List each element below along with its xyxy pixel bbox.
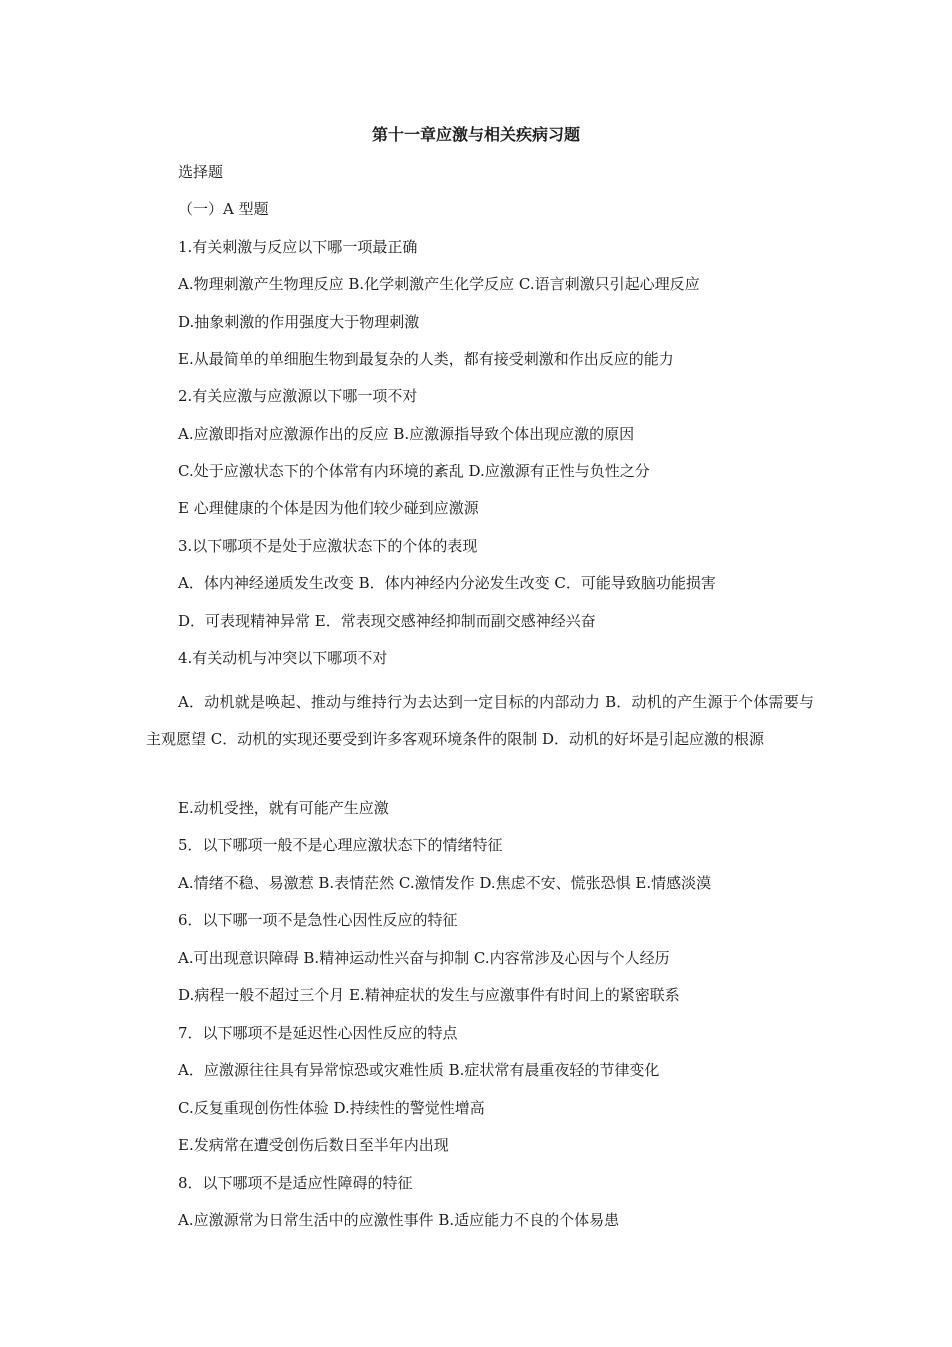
question-6-options-abc: A.可出现意识障碍 B.精神运动性兴奋与抑制 C.内容常涉及心因与个人经历 [178,949,670,967]
section-heading: 选择题 [178,163,224,181]
question-4: 4.有关动机与冲突以下哪项不对 [178,649,388,667]
question-1-options-abc: A.物理刺激产生物理反应 B.化学刺激产生化学反应 C.语言刺激只引起心理反应 [178,275,700,293]
question-2-option-e: E 心理健康的个体是因为他们较少碰到应激源 [178,499,479,517]
question-2-options-cd: C.处于应激状态下的个体常有内环境的紊乱 D.应激源有正性与负性之分 [178,462,650,480]
question-4-options-paragraph: A．动机就是唤起、推动与维持行为去达到一定目标的内部动力 B．动机的产生源于个体需要与主观愿望 C．动机的实现还要受到许多客观环境条件的限制 D．动机的好坏是引起应激的根源 [146,693,814,748]
question-7-options-ab: A．应激源往往具有异常惊恐或灾难性质 B.症状常有晨重夜轻的节律变化 [178,1061,660,1079]
question-1: 1.有关刺激与反应以下哪一项最正确 [178,238,418,256]
question-7: 7．以下哪项不是延迟性心因性反应的特点 [178,1024,458,1042]
question-2-options-ab: A.应激即指对应激源作出的反应 B.应激源指导致个体出现应激的原因 [178,425,635,443]
question-3-options-de: D．可表现精神异常 E．常表现交感神经抑制而副交感神经兴奋 [178,612,596,630]
question-5: 5．以下哪项一般不是心理应激状态下的情绪特征 [178,836,503,854]
question-2: 2.有关应激与应激源以下哪一项不对 [178,387,418,405]
question-1-option-d: D.抽象刺激的作用强度大于物理刺激 [178,313,420,331]
question-8: 8．以下哪项不是适应性障碍的特征 [178,1174,413,1192]
question-6: 6．以下哪一项不是急性心因性反应的特征 [178,911,458,929]
question-1-option-e: E.从最简单的单细胞生物到最复杂的人类，都有接受刺激和作出反应的能力 [178,350,674,368]
question-4-option-e: E.动机受挫，就有可能产生应激 [178,799,389,817]
question-5-options: A.情绪不稳、易激惹 B.表情茫然 C.激情发作 D.焦虑不安、慌张恐惧 E.情感淡漠 [178,874,712,892]
question-3-options-abc: A．体内神经递质发生改变 B．体内神经内分泌发生改变 C．可能导致脑功能损害 [178,574,716,592]
subsection-heading: （一）A 型题 [178,200,269,218]
question-8-options-ab: A.应激源常为日常生活中的应激性事件 B.适应能力不良的个体易患 [178,1211,620,1229]
page-title: 第十一章应激与相关疾病习题 [371,125,580,144]
question-3: 3.以下哪项不是处于应激状态下的个体的表现 [178,537,478,555]
question-7-option-e: E.发病常在遭受创伤后数日至半年内出现 [178,1136,449,1154]
question-6-options-de: D.病程一般不超过三个月 E.精神症状的发生与应激事件有时间上的紧密联系 [178,986,680,1004]
question-7-options-cd: C.反复重现创伤性体验 D.持续性的警觉性增高 [178,1099,485,1117]
